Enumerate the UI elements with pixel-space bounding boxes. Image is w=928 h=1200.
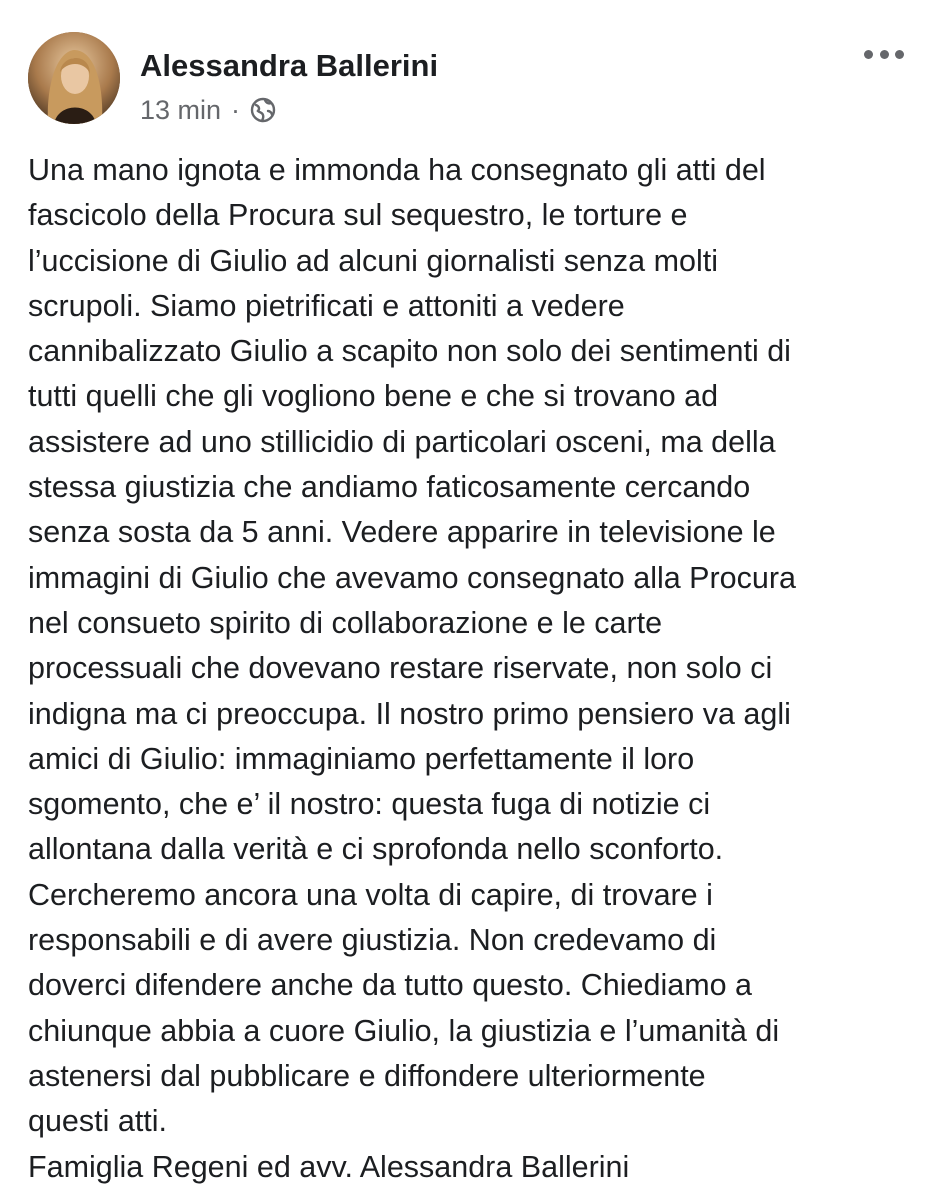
post-header [28, 32, 908, 128]
author-name[interactable]: Alessandra Ballerini [140, 48, 439, 83]
avatar-image [28, 32, 120, 124]
more-dot [880, 50, 889, 59]
more-dot [864, 50, 873, 59]
post-text: Una mano ignota e immonda ha consegnato gli atti del fascicolo della Procura sul sequestro, le torture e l’uccisione di Giulio ad alcuni giornalisti senza molti scrupoli. Siamo pietrificati e attoniti a vedere cannibalizzato Giulio a scapito non solo dei sentimenti di tutti quelli che gli vogliono bene e che si trovano ad assistere ad uno stillicidio di particolari osceni, ma della stessa giustizia che andiamo faticosamente cercando senza sosta da 5 anni. Vedere apparire in televisione le immagini di Giulio che avevamo consegnato alla Procura nel consueto spirito di collaborazione e le carte processuali che dovevano restare riservate, non solo ci indigna ma ci preoccupa. Il nostro primo pensiero va agli amici di Giulio: immaginiamo perfettamente il loro sgomento, che e’ il nostro: questa fuga di notizie ci allontana dalla verità e ci sprofonda nello sconforto. Cercheremo ancora una volta di capire, di trovare i responsabili e di avere giustizia. Non credevamo di doverci difendere anche da tutto questo. Chiediamo a chiunque abbia a cuore Giulio, la giustizia e l’umanità di astenersi dal pubblicare e diffondere ulteriormente questi atti. Famiglia Regeni ed avv. Alessandra Ballerini [28, 153, 796, 1184]
post-meta [140, 94, 276, 126]
post-time[interactable]: 13 min [140, 94, 222, 125]
more-options-icon[interactable] [864, 44, 904, 64]
avatar[interactable] [28, 32, 120, 124]
globe-icon[interactable] [250, 97, 276, 123]
meta-separator: · [231, 94, 241, 125]
more-dot [895, 50, 904, 59]
